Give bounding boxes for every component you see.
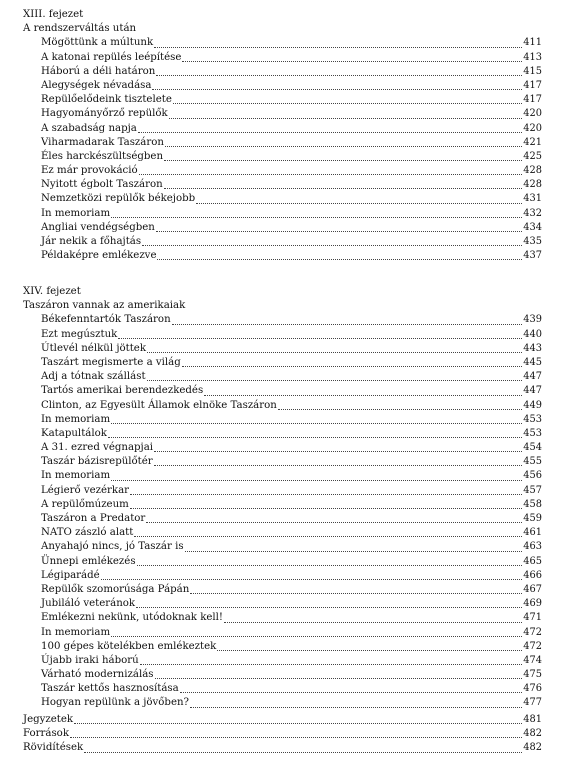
entry-page-number: 443: [523, 342, 542, 354]
entry-page-number: 439: [523, 314, 542, 326]
toc-entry[interactable]: [0, 696, 566, 710]
entry-page-number: 445: [523, 356, 542, 368]
entry-page-number: 482: [523, 742, 542, 754]
entry-page-number: 434: [523, 221, 542, 233]
entry-page-number: 475: [523, 669, 542, 681]
dot-leader: [155, 668, 523, 679]
entry-title: Taszárt megismerte a világ: [41, 356, 181, 368]
toc-entry[interactable]: [0, 122, 566, 136]
toc-entry[interactable]: [0, 249, 566, 263]
toc-entry[interactable]: [0, 370, 566, 384]
entry-title: In memoriam: [41, 207, 111, 219]
entry-page-number: 428: [523, 165, 542, 177]
chapter-entry-list: [0, 313, 566, 710]
entry-title: Éles harckészültségben: [41, 150, 164, 162]
toc-entry[interactable]: [0, 512, 566, 526]
dot-leader: [130, 484, 522, 495]
entry-page-number: 453: [523, 427, 542, 439]
entry-title: Alegységek névadása: [41, 79, 152, 91]
dot-leader: [173, 93, 522, 104]
entry-title: Várható modernizálás: [41, 669, 154, 681]
dot-leader: [111, 470, 522, 481]
toc-entry[interactable]: [0, 413, 566, 427]
entry-page-number: 449: [523, 399, 542, 411]
entry-title: Mögöttünk a múltunk: [41, 37, 154, 49]
entry-title: Ez már provokáció: [41, 165, 138, 177]
entry-title: A repülőmúzeum: [41, 498, 129, 510]
toc-entry[interactable]: [0, 727, 566, 741]
dot-leader: [146, 512, 522, 523]
dot-leader: [111, 626, 522, 637]
toc-entry[interactable]: [0, 328, 566, 342]
toc-entry[interactable]: [0, 583, 566, 597]
toc-entry[interactable]: [0, 713, 566, 727]
dot-leader: [190, 583, 522, 594]
entry-title: Rövidítések: [23, 742, 84, 754]
dot-leader: [169, 108, 523, 119]
toc-entry[interactable]: [0, 597, 566, 611]
dot-leader: [147, 342, 522, 353]
entry-page-number: 461: [523, 527, 542, 539]
dot-leader: [111, 413, 522, 424]
dot-leader: [196, 193, 522, 204]
dot-leader: [157, 249, 522, 260]
entry-title: Adj a tótnak szállást: [41, 371, 146, 383]
entry-title: Tartós amerikai berendezkedés: [41, 385, 204, 397]
entry-title: Ezt megúsztuk: [41, 328, 118, 340]
entry-page-number: 415: [523, 65, 542, 77]
chapter-13: [0, 8, 566, 263]
dot-leader: [182, 356, 523, 367]
entry-title: In memoriam: [41, 413, 111, 425]
entry-title: Háború a déli határon: [41, 65, 156, 77]
toc-entry[interactable]: [0, 192, 566, 206]
entry-title: Hogyan repülünk a jövőben?: [41, 697, 190, 709]
dot-leader: [156, 65, 522, 76]
dot-leader: [180, 682, 523, 693]
entry-title: Hagyományőrző repülők: [41, 108, 168, 120]
entry-page-number: 447: [523, 371, 542, 383]
toc-entry[interactable]: [0, 207, 566, 221]
dot-leader: [152, 79, 522, 90]
entry-title: Clinton, az Egyesült Államok elnöke Taszáron: [41, 399, 277, 411]
entry-page-number: 457: [523, 484, 542, 496]
entry-page-number: 459: [523, 513, 542, 524]
toc-entry[interactable]: [0, 626, 566, 640]
toc-entry[interactable]: [0, 36, 566, 50]
entry-page-number: 421: [523, 136, 542, 148]
dot-leader: [138, 122, 522, 133]
entry-page-number: 425: [523, 150, 542, 162]
toc-entry[interactable]: [0, 342, 566, 356]
entry-page-number: 447: [523, 385, 542, 397]
toc-entry[interactable]: [0, 51, 566, 65]
dot-leader: [204, 385, 522, 396]
toc-entry[interactable]: [0, 178, 566, 192]
entry-page-number: 467: [523, 583, 542, 595]
toc-entry[interactable]: [0, 555, 566, 569]
dot-leader: [108, 427, 522, 438]
entry-title: Jegyzetek: [23, 714, 74, 725]
entry-page-number: 469: [523, 598, 542, 610]
toc-entry[interactable]: [0, 93, 566, 107]
dot-leader: [84, 742, 522, 753]
toc-entry[interactable]: [0, 150, 566, 164]
entry-title: Taszár kettős hasznosítása: [41, 683, 179, 695]
entry-page-number: 476: [523, 683, 542, 695]
dot-leader: [172, 314, 523, 325]
back-matter-list: [0, 713, 566, 756]
entry-title: Nyitott égbolt Taszáron: [41, 179, 163, 191]
toc-entry[interactable]: [0, 235, 566, 249]
entry-page-number: 463: [523, 541, 542, 553]
toc-entry[interactable]: [0, 384, 566, 398]
entry-page-number: 420: [523, 122, 542, 134]
entry-page-number: 417: [523, 94, 542, 106]
entry-title: Taszár bázisrepülőtér: [41, 456, 153, 468]
dot-leader: [74, 713, 522, 724]
dot-leader: [142, 235, 522, 246]
toc-entry[interactable]: [0, 313, 566, 327]
toc-entry[interactable]: [0, 107, 566, 121]
entry-title: Jár nekik a főhajtás: [41, 236, 142, 247]
toc-entry[interactable]: [0, 498, 566, 512]
entry-page-number: 413: [523, 51, 542, 63]
dot-leader: [130, 498, 522, 509]
dot-leader: [140, 654, 523, 665]
entry-title: A katonai repülés leépítése: [41, 51, 182, 63]
entry-page-number: 471: [523, 612, 542, 624]
entry-title: Repülőelődeink tisztelete: [41, 94, 172, 106]
dot-leader: [154, 441, 522, 452]
dot-leader: [278, 399, 522, 410]
entry-title: Jubiláló veteránok: [41, 598, 136, 610]
toc-entry[interactable]: [0, 399, 566, 413]
entry-page-number: 435: [523, 236, 542, 247]
entry-title: Források: [23, 728, 69, 740]
dot-leader: [134, 526, 522, 537]
entry-title: Légiparádé: [41, 569, 100, 581]
entry-page-number: 432: [523, 207, 542, 219]
entry-page-number: 454: [523, 442, 542, 454]
toc-entry[interactable]: [0, 455, 566, 469]
dot-leader: [217, 640, 522, 651]
dot-leader: [185, 541, 523, 552]
entry-title: Angliai vendégségben: [41, 221, 155, 233]
dot-leader: [147, 370, 523, 381]
toc-entry[interactable]: [0, 356, 566, 370]
entry-title: NATO zászló alatt: [41, 527, 134, 539]
chapter-title: Taszáron vannak az amerikaiak: [23, 300, 186, 312]
entry-page-number: 455: [523, 456, 542, 468]
dot-leader: [156, 221, 522, 232]
dot-leader: [111, 207, 522, 218]
toc-entry[interactable]: [0, 136, 566, 150]
entry-page-number: 417: [523, 79, 542, 91]
entry-title: In memoriam: [41, 470, 111, 482]
entry-page-number: 472: [523, 640, 542, 652]
entry-title: Taszáron a Predator: [41, 513, 146, 524]
entry-title: Békefenntartók Taszáron: [41, 314, 171, 326]
toc-entry[interactable]: [0, 569, 566, 583]
entry-page-number: 474: [523, 654, 542, 666]
chapter-14: [0, 285, 566, 711]
entry-title: Katapultálok: [41, 427, 107, 439]
dot-leader: [154, 37, 522, 48]
toc-entry[interactable]: [0, 469, 566, 483]
dot-leader: [164, 150, 522, 161]
toc-entry[interactable]: [0, 640, 566, 654]
entry-page-number: 440: [523, 328, 542, 340]
entry-title: A szabadság napja: [41, 122, 137, 134]
dot-leader: [118, 328, 522, 339]
entry-title: Repülők szomorúsága Pápán: [41, 583, 190, 595]
entry-page-number: 411: [523, 37, 542, 49]
entry-page-number: 481: [523, 714, 542, 725]
toc-entry[interactable]: [0, 668, 566, 682]
dot-leader: [137, 555, 523, 566]
entry-page-number: 453: [523, 413, 542, 425]
entry-title: Útlevél nélkül jöttek: [41, 342, 147, 354]
chapter-title: A rendszerváltás után: [23, 23, 137, 35]
toc-entry[interactable]: [0, 221, 566, 235]
toc-entry[interactable]: [0, 682, 566, 696]
chapter-label: XIV. fejezet: [23, 286, 81, 297]
entry-page-number: 420: [523, 108, 542, 120]
entry-page-number: 465: [523, 555, 542, 567]
toc-entry[interactable]: [0, 540, 566, 554]
entry-page-number: 456: [523, 470, 542, 482]
entry-page-number: 482: [523, 728, 542, 740]
dot-leader: [165, 136, 522, 147]
entry-page-number: 458: [523, 498, 542, 510]
entry-title: Emlékezni nekünk, utódoknak kell!: [41, 612, 224, 624]
entry-page-number: 466: [523, 569, 542, 581]
dot-leader: [154, 455, 523, 466]
toc-entry[interactable]: [0, 484, 566, 498]
dot-leader: [136, 597, 522, 608]
chapter-entry-list: [0, 36, 566, 263]
toc-entry[interactable]: [0, 526, 566, 540]
entry-page-number: 437: [523, 250, 542, 262]
toc-entry[interactable]: [0, 741, 566, 755]
dot-leader: [139, 164, 523, 175]
toc-entry[interactable]: [0, 611, 566, 625]
dot-leader: [70, 727, 522, 738]
toc-entry[interactable]: [0, 79, 566, 93]
entry-page-number: 431: [523, 193, 542, 205]
dot-leader: [224, 612, 522, 623]
toc-entry[interactable]: [0, 427, 566, 441]
entry-title: Újabb iraki háború: [41, 654, 139, 666]
entry-title: Anyahajó nincs, jó Taszár is: [41, 541, 184, 553]
toc-entry[interactable]: [0, 164, 566, 178]
dot-leader: [164, 178, 523, 189]
entry-title: A 31. ezred végnapjai: [41, 442, 154, 454]
toc-entry[interactable]: [0, 654, 566, 668]
toc-entry[interactable]: [0, 441, 566, 455]
entry-title: Légierő vezérkar: [41, 484, 130, 496]
dot-leader: [182, 51, 522, 62]
entry-title: Példaképre emlékezve: [41, 250, 157, 262]
entry-title: In memoriam: [41, 626, 111, 638]
toc-entry[interactable]: [0, 65, 566, 79]
entry-title: Ünnepi emlékezés: [41, 555, 136, 567]
entry-page-number: 428: [523, 179, 542, 191]
entry-title: Viharmadarak Taszáron: [41, 136, 164, 148]
dot-leader: [190, 697, 522, 708]
dot-leader: [101, 569, 523, 580]
entry-title: Nemzetközi repülők békejobb: [41, 193, 196, 205]
entry-page-number: 472: [523, 626, 542, 638]
chapter-label: XIII. fejezet: [23, 9, 84, 20]
entry-page-number: 477: [523, 697, 542, 709]
entry-title: 100 gépes kötelékben emlékeztek: [41, 640, 217, 652]
